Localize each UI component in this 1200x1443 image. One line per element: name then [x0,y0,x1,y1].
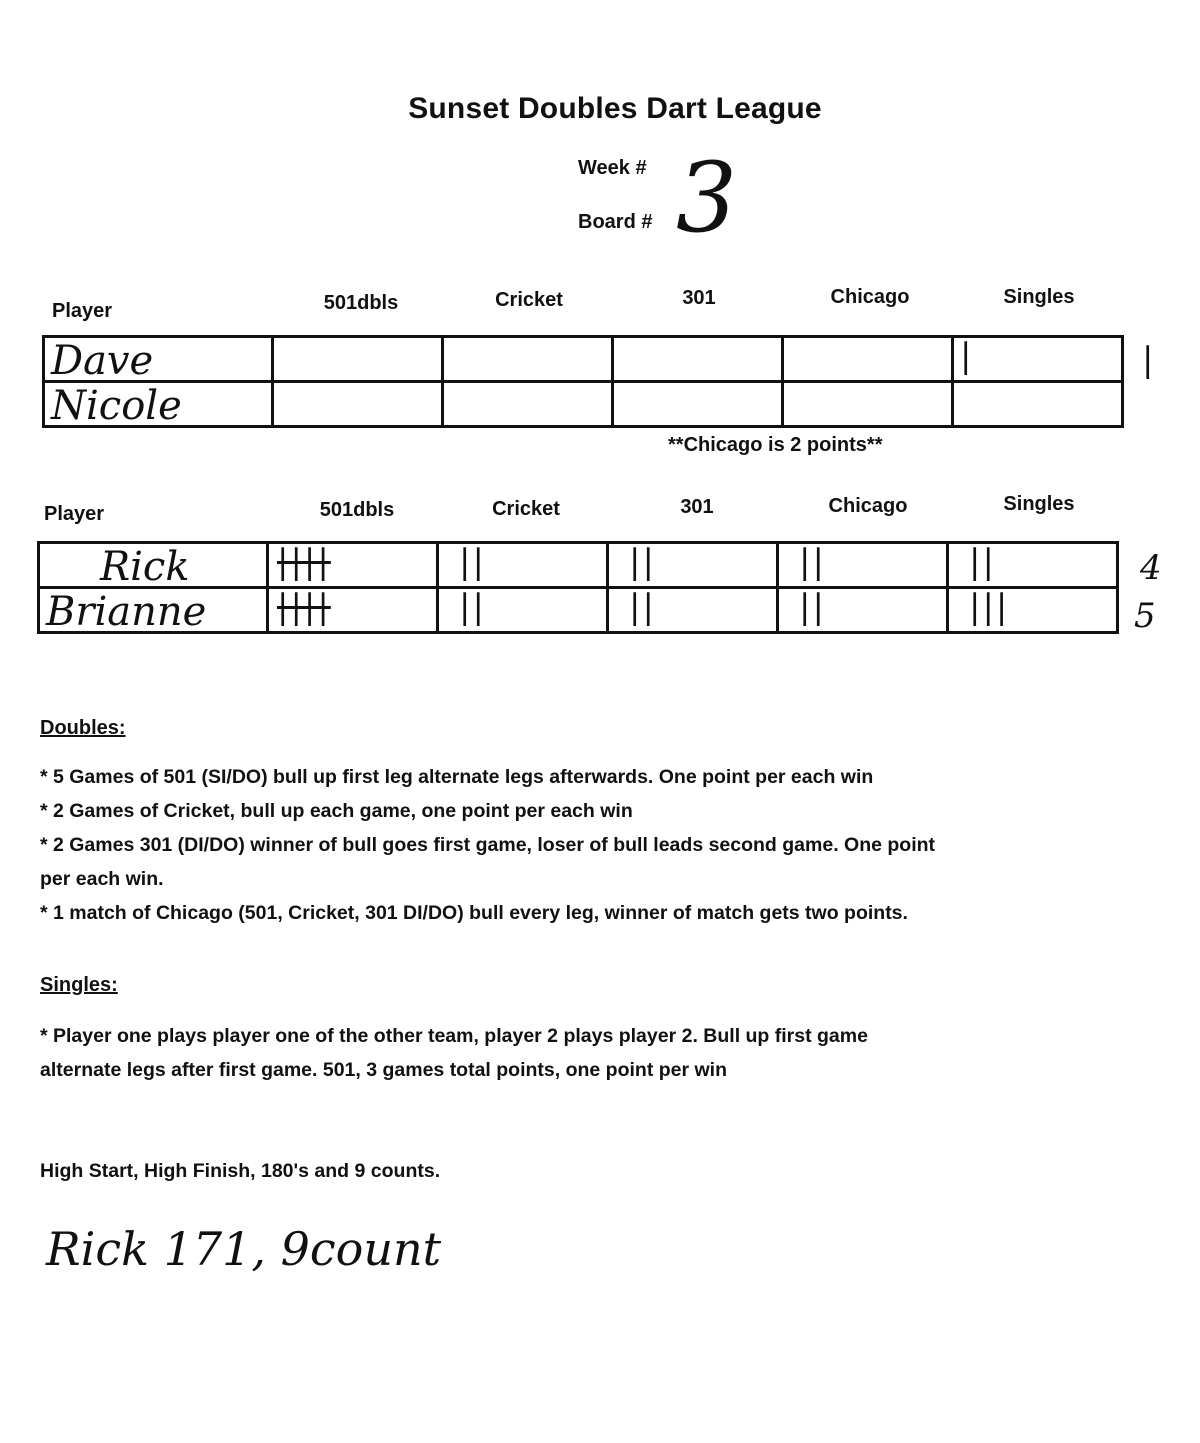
score-cell-501dbls [273,337,443,382]
team1-row1-total: | [1142,340,1154,380]
player-name: Brianne [46,589,207,635]
table2-player-header: Player [44,503,105,525]
handwritten-high-score-note: Rick 171, 9count [46,1222,442,1276]
tally-marks: || [799,542,826,582]
table-row [39,543,1118,588]
doubles-heading: Doubles: [40,717,126,739]
team2-row2-total: 5 [1134,596,1156,636]
score-cell-chicago [778,543,948,588]
score-cell-301 [613,382,783,427]
tally-marks: || [969,542,996,582]
table1-col-singles: Singles [1003,286,1075,308]
table2-col-cricket: Cricket [492,498,560,520]
score-table-team2 [37,541,1119,634]
score-cell-301 [608,588,778,633]
score-cell-cricket [443,382,613,427]
league-title: Sunset Doubles Dart League [408,92,822,125]
table2-col-301: 301 [680,496,714,518]
player-name-cell [39,588,268,633]
score-cell-chicago [783,382,953,427]
tally-marks: || [799,587,826,627]
table2-col-singles: Singles [1003,493,1075,515]
board-label: Board # [578,211,653,233]
player-name-cell [44,337,273,382]
table1-player-header: Player [52,300,113,322]
score-cell-cricket [438,543,608,588]
table1-col-cricket: Cricket [495,289,563,311]
score-cell-501dbls [273,382,443,427]
table-row [44,337,1123,382]
player-name-cell [39,543,268,588]
score-cell-singles [953,337,1123,382]
table1-col-chicago: Chicago [830,286,910,308]
score-cell-singles [948,588,1118,633]
rule-item: * 5 Games of 501 (SI/DO) bull up first leg alternate legs afterwards. One point per each win [40,766,874,788]
score-cell-301 [608,543,778,588]
tally-marks: || [629,542,656,582]
table-row [39,588,1118,633]
score-cell-chicago [783,337,953,382]
score-cell-cricket [443,337,613,382]
high-scores-note: High Start, High Finish, 180's and 9 counts. [40,1160,441,1182]
table1-col-501dbls: 501dbls [323,292,399,314]
score-cell-singles [948,543,1118,588]
tally-marks: |||| [277,542,331,582]
score-table-team1 [42,335,1124,428]
table1-col-301: 301 [682,287,716,309]
team2-row1-total: 4 [1140,548,1162,588]
table-row [44,382,1123,427]
tally-marks: | [960,336,974,376]
singles-heading: Singles: [40,974,118,996]
score-cell-301 [613,337,783,382]
score-cell-singles [953,382,1123,427]
tally-marks: ||| [969,587,1010,627]
table2-col-501dbls: 501dbls [319,499,395,521]
doubles-rules [40,760,990,930]
tally-marks: || [629,587,656,627]
handwritten-week-board-number: 3 [676,142,738,254]
tally-marks: || [459,542,486,582]
score-cell-501dbls [268,543,438,588]
rule-item: * Player one plays player one of the other team, player 2 plays player 2. Bull up first game alternate legs after first game. 501, 3 games total points, one point per win [40,1025,868,1081]
singles-rules [40,1019,900,1087]
score-cell-chicago [778,588,948,633]
player-name: Rick [100,544,190,590]
rule-item: * 1 match of Chicago (501, Cricket, 301 DI/DO) bull every leg, winner of match gets two points. [40,902,908,924]
player-name: Dave [51,338,154,384]
chicago-points-note: **Chicago is 2 points** [668,434,883,456]
rule-item: * 2 Games 301 (DI/DO) winner of bull goes first game, loser of bull leads second game. One point per each win. [40,834,936,890]
week-label: Week # [578,157,647,179]
tally-marks: |||| [277,587,331,627]
player-name: Nicole [51,383,182,429]
player-name-cell [44,382,273,427]
tally-marks: || [459,587,486,627]
rule-item: * 2 Games of Cricket, bull up each game, one point per each win [40,800,633,822]
score-cell-501dbls [268,588,438,633]
table2-col-chicago: Chicago [828,495,908,517]
score-cell-cricket [438,588,608,633]
